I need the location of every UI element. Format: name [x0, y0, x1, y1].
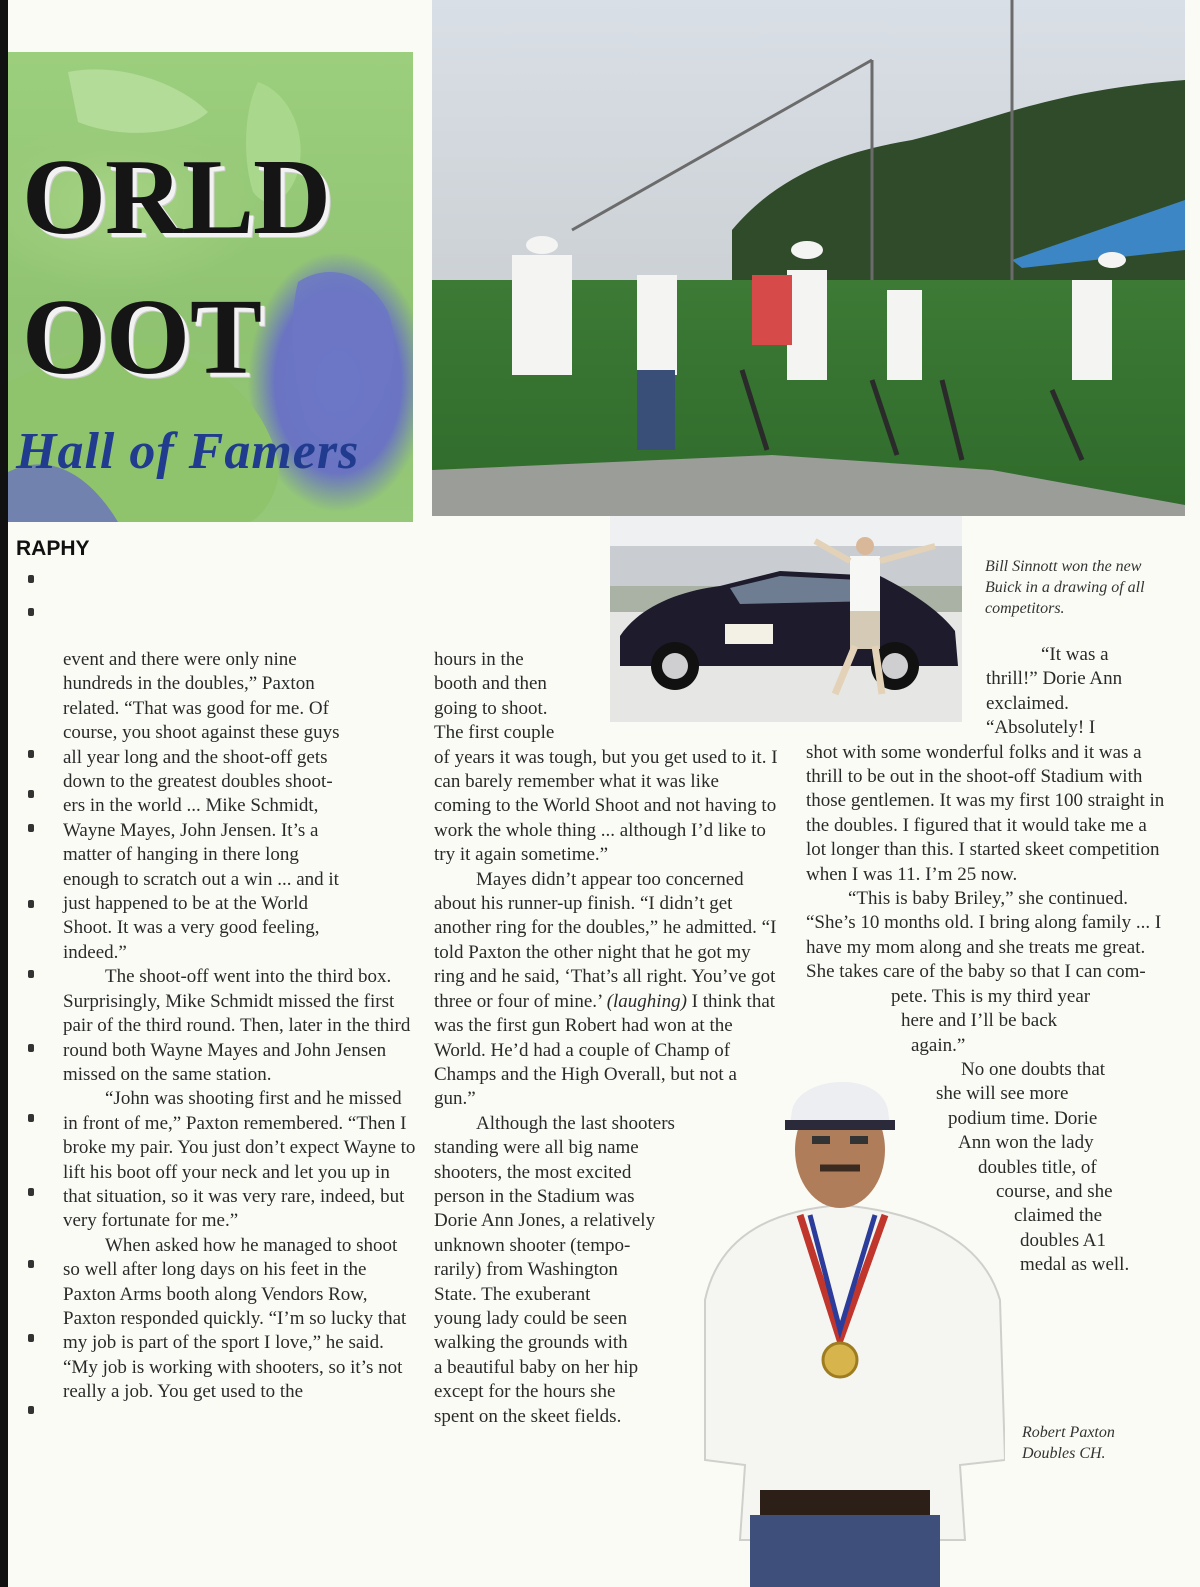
- text-line: matter of hanging in there long: [63, 844, 299, 866]
- page-edge-bar: [0, 0, 8, 1587]
- article-column-1: [63, 648, 418, 1405]
- text-line: related. “That was good for me. Of: [63, 697, 329, 719]
- text-line: walking the grounds with: [434, 1332, 628, 1354]
- text-line: The first couple: [434, 722, 555, 744]
- winner-photo-caption: [1022, 1422, 1192, 1464]
- text-line: thrill!” Dorie Ann: [986, 668, 1123, 690]
- text-line: again.”: [911, 1034, 966, 1056]
- paragraph: [434, 868, 779, 1112]
- text-line: here and I’ll be back: [901, 1010, 1058, 1032]
- text-line: medal as well.: [1020, 1254, 1130, 1276]
- text-line: standing were all big name: [434, 1137, 639, 1159]
- text-line: shooters, the most excited: [434, 1161, 632, 1183]
- margin-mark: [28, 824, 34, 832]
- text-line: course, you shoot against these guys: [63, 722, 340, 744]
- text-line: rarily) from Washington: [434, 1259, 618, 1281]
- margin-mark: [28, 1334, 34, 1342]
- text-line: indeed.”: [63, 941, 127, 963]
- world-map-header: [8, 52, 413, 560]
- text-line: doubles A1: [1020, 1229, 1107, 1251]
- text-line: podium time. Dorie: [948, 1107, 1098, 1129]
- margin-mark: [28, 750, 34, 758]
- column-1-opening-lines: [63, 648, 418, 965]
- margin-mark: [28, 575, 34, 583]
- headline-line-1: ORLD: [22, 138, 331, 257]
- margin-mark: [28, 900, 34, 908]
- text-line: claimed the: [1014, 1205, 1103, 1227]
- byline-fragment: RAPHY: [16, 537, 90, 560]
- caption-name: Robert Paxton: [1022, 1424, 1115, 1441]
- headline-line-2: OOT: [22, 278, 263, 397]
- paragraph: The shoot-off went into the third box. Surprisingly, Mike Schmidt missed the first pair of the third round. Then, later in the third round both Wayne Mayes and John Jensen missed on the same station.: [63, 966, 411, 1085]
- article-column-2: [434, 648, 779, 1429]
- car-photo-caption: Bill Sinnott won the new Buick in a drawing of all competitors.: [985, 558, 1145, 617]
- text-line: she will see more: [936, 1083, 1069, 1105]
- paragraph: shot with some wonderful folks and it was a thrill to be out in the shoot-off Stadium with those gentlemen. It was my first 100 straight in the doubles. I figured that it would take me a lot longer than this. I started skeet competition when I was 11. I’m 25 now.: [806, 741, 1165, 885]
- text-line: hours in the: [434, 649, 524, 670]
- text-line: No one doubts that: [961, 1058, 1106, 1080]
- text-line: enough to scratch out a win ... and it: [63, 868, 339, 890]
- paragraph: “This is baby Briley,” she continued. “She’s 10 months old. I bring along family ... I have my mom along and she treats me great. She takes care of the baby so that I can com-: [806, 888, 1162, 983]
- text-line: doubles title, of: [978, 1156, 1097, 1178]
- text-line: except for the hours she: [434, 1381, 616, 1403]
- margin-mark: [28, 970, 34, 978]
- text-line: person in the Stadium was: [434, 1185, 635, 1207]
- text-line: ers in the world ... Mike Schmidt,: [63, 795, 319, 817]
- text-line: Shoot. It was a very good feeling,: [63, 917, 320, 939]
- text-line: Dorie Ann Jones, a relatively: [434, 1210, 656, 1232]
- paragraph: of years it was tough, but you get used to it. I can barely remember what it was like coming to the World Shoot and not having to work the whole thing ... although I’d like to try it again sometime.”: [434, 746, 778, 866]
- text-line: booth and then: [434, 673, 547, 695]
- paragraph: “John was shooting first and he missed in front of me,” Paxton remembered. “Then I broke my pair. You just don’t expect Wayne to lift his boot off your neck and let you up in that situation, so it was very rare, indeed, but very fortunate for me.”: [63, 1088, 416, 1232]
- text-line: pete. This is my third year: [891, 985, 1091, 1007]
- margin-mark: [28, 1188, 34, 1196]
- headline-subtitle: Hall of Famers: [16, 423, 360, 480]
- text-line: Although the last shooters: [476, 1112, 675, 1134]
- text-line: exclaimed.: [986, 692, 1069, 714]
- margin-mark: [28, 790, 34, 798]
- text-line: Wayne Mayes, John Jensen. It’s a: [63, 819, 319, 841]
- column-3-top-lines: [806, 643, 1171, 741]
- column-3-wrapped-lines: [806, 985, 1171, 1058]
- text-line: hundreds in the doubles,” Paxton: [63, 673, 315, 695]
- text-line: unknown shooter (tempo-: [434, 1234, 631, 1256]
- margin-mark: [28, 608, 34, 616]
- margin-mark: [28, 1114, 34, 1122]
- paragraph-text: I think that was the first gun Robert had won at the World. He’d had a couple of Champ of Champs and the High Overall, but not a gun.”: [434, 990, 776, 1110]
- column-2-top-lines: [434, 648, 779, 746]
- column-2-closing-paragraph: [434, 1112, 779, 1429]
- text-line: all year long and the shoot-off gets: [63, 746, 328, 768]
- column-3-closing-paragraph: [806, 1058, 1171, 1278]
- text-line: a beautiful baby on her hip: [434, 1356, 639, 1378]
- text-line: just happened to be at the World: [63, 893, 309, 915]
- margin-mark: [28, 1044, 34, 1052]
- paragraph-text: Mayes didn’t appear too concerned about his runner-up finish. “I didn’t get another ring for the doubles,” he admitted. “I told Paxton the other night that he got my ring and he said, ‘That’s all right. You’ve got three or four of mine.’: [434, 868, 777, 1012]
- text-line: down to the greatest doubles shoot-: [63, 771, 333, 793]
- text-line: course, and she: [996, 1180, 1113, 1202]
- text-line: State. The exuberant: [434, 1283, 591, 1305]
- text-line: going to shoot.: [434, 697, 548, 719]
- paragraph: When asked how he managed to shoot so well after long days on his feet in the Paxton Arms booth along Vendors Row, Paxton responded quickly. “I’m so lucky that my job is part of the sport I love,” he said. “My job is working with shooters, so it’s not really a job. You get used to the: [63, 1234, 407, 1403]
- text-line: spent on the skeet fields.: [434, 1405, 622, 1427]
- margin-mark: [28, 1406, 34, 1414]
- shooters-range-photo: [432, 0, 1185, 516]
- text-line: “It was a: [1041, 644, 1109, 665]
- caption-title: Doubles CH.: [1022, 1445, 1106, 1462]
- paragraph-aside: (laughing): [606, 990, 687, 1012]
- text-line: young lady could be seen: [434, 1307, 628, 1329]
- text-line: Ann won the lady: [958, 1132, 1094, 1154]
- margin-mark: [28, 1260, 34, 1268]
- text-line: event and there were only nine: [63, 649, 297, 670]
- article-column-3: [806, 643, 1171, 1278]
- text-line: “Absolutely! I: [986, 717, 1096, 739]
